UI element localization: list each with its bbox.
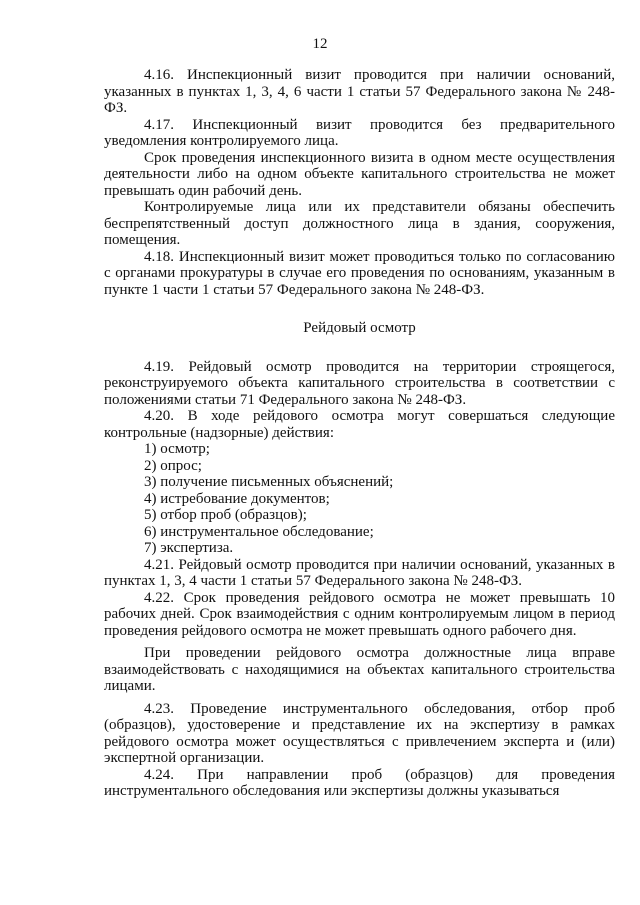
paragraph-4-20: 4.20. В ходе рейдового осмотра могут совершаться следующие контрольные (надзорные) действия:	[104, 408, 615, 441]
paragraph-4-22: 4.22. Срок проведения рейдового осмотра не может превышать 10 рабочих дней. Срок взаимодействия с одним контролируемым лицом в период проведения рейдового осмотра не может превышать одного рабочего дня.	[104, 589, 615, 639]
list-item: 3) получение письменных объяснений;	[144, 474, 394, 490]
paragraph-access-obligation: Контролируемые лица или их представители обязаны обеспечить беспрепятственный доступ должностного лица в здания, сооружения, помещения.	[104, 199, 615, 248]
paragraph-4-17: 4.17. Инспекционный визит проводится без предварительного уведомления контролируемого лица.	[104, 116, 615, 149]
paragraph-4-18: 4.18. Инспекционный визит может проводиться только по согласованию с органами прокуратуры в случае его проведения по основаниям, указанным в пункте 1 части 1 статьи 57 Федерального закона № 248-ФЗ.	[104, 248, 615, 298]
list-item: 7) экспертиза.	[144, 540, 234, 556]
list-item: 2) опрос;	[144, 457, 202, 474]
list-item: 6) инструментальное обследование;	[144, 523, 374, 540]
list-item: 1) осмотр;	[144, 441, 210, 457]
paragraph-4-16: 4.16. Инспекционный визит проводится при наличии оснований, указанных в пунктах 1, 3, 4, 6 части 1 статьи 57 Федерального закона № 248-ФЗ.	[104, 67, 615, 116]
section-heading: Рейдовый осмотр	[303, 320, 416, 336]
document-body	[104, 67, 615, 800]
paragraph-4-19: 4.19. Рейдовый осмотр проводится на территории строящегося, реконструируемого объекта капитального строительства в соответствии с положениями статьи 71 Федерального закона № 248-ФЗ.	[104, 358, 615, 408]
page-number: 12	[312, 36, 328, 52]
paragraph-interaction-rights: При проведении рейдового осмотра должностные лица вправе взаимодействовать с находящимися на объектах капитального строительства лицами.	[104, 645, 615, 694]
list-item: 5) отбор проб (образцов);	[144, 507, 307, 523]
paragraph-4-21: 4.21. Рейдовый осмотр проводится при наличии оснований, указанных в пунктах 1, 3, 4 части 1 статьи 57 Федерального закона № 248-ФЗ.	[104, 556, 615, 589]
list-item: 4) истребование документов;	[144, 490, 330, 507]
paragraph-visit-duration: Срок проведения инспекционного визита в одном месте осуществления деятельности либо на одном объекте капитального строительства не может превышать один рабочий день.	[104, 149, 615, 199]
actions-list	[104, 441, 615, 557]
paragraph-4-23: 4.23. Проведение инструментального обследования, отбор проб (образцов), удостоверение и представление их на экспертизу в рамках рейдового осмотра может осуществляться с привлечением эксперта и (или) экспертной организации.	[104, 700, 615, 766]
paragraph-4-24: 4.24. При направлении проб (образцов) для проведения инструментального обследования или экспертизы должны указываться	[104, 766, 615, 799]
